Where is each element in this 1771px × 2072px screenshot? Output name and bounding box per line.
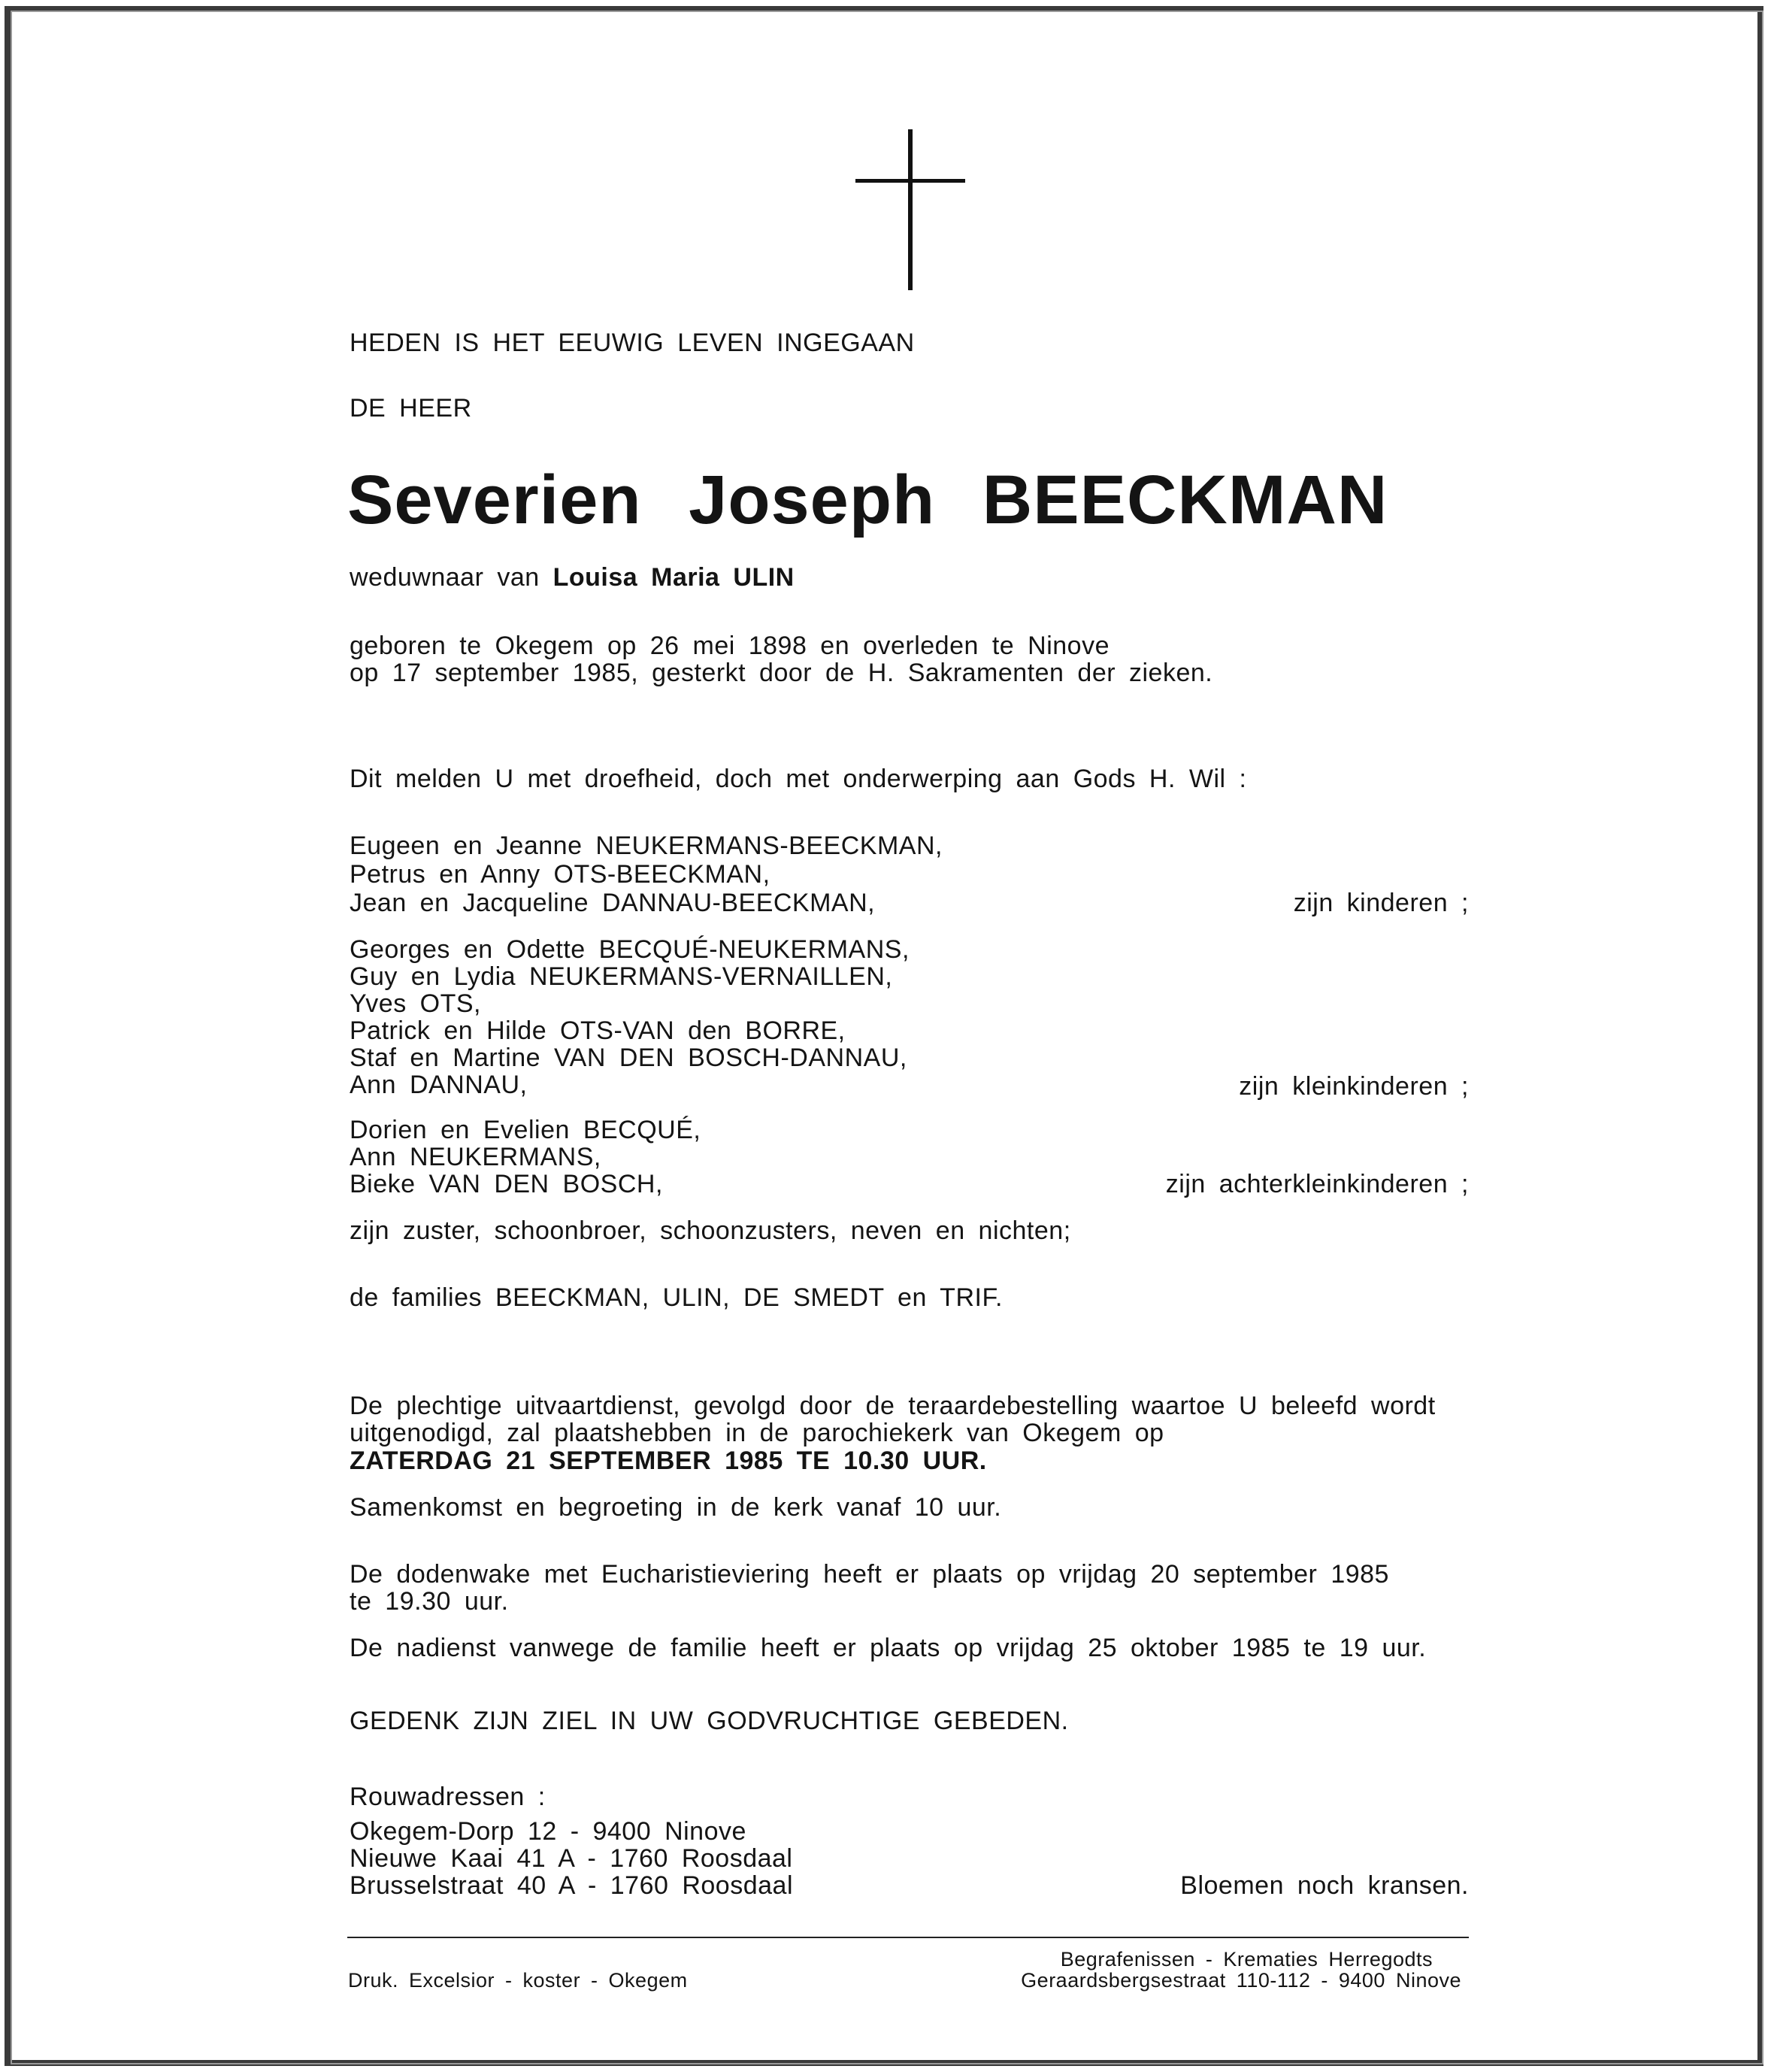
address-line: Okegem-Dorp 12 - 9400 Ninove (350, 1817, 746, 1846)
birth-line-1: geboren te Okegem op 26 mei 1898 en overleden te Ninove (350, 632, 1110, 660)
birth-line-2: op 17 september 1985, gesterkt door de H. Sakramenten der zieken. (350, 659, 1213, 687)
wake-line-1: De dodenwake met Eucharistieviering heeft er plaats op vrijdag 20 september 1985 (350, 1560, 1389, 1589)
deceased-name: Severien Joseph BEECKMAN (347, 462, 1388, 538)
flowers-note: Bloemen noch kransen. (1180, 1871, 1469, 1900)
great-grandchildren-label: zijn achterkleinkinderen ; (1165, 1170, 1469, 1198)
spouse-line (350, 560, 795, 595)
undertaker-line-1: Begrafenissen - Krematies Herregodts (1060, 1948, 1433, 1971)
service-date-time: ZATERDAG 21 SEPTEMBER 1985 TE 10.30 UUR. (350, 1446, 987, 1475)
service-line-1: De plechtige uitvaartdienst, gevolgd door de teraardebestelling waartoe U beleefd wordt (350, 1392, 1436, 1420)
printer-credit: Druk. Excelsior - koster - Okegem (348, 1969, 688, 1992)
relatives-line: zijn zuster, schoonbroer, schoonzusters, neven en nichten; (350, 1216, 1071, 1245)
grandchild-name: Patrick en Hilde OTS-VAN den BORRE, (350, 1016, 846, 1045)
undertaker-line-2: Geraardsbergsestraat 110-112 - 9400 Ninove (1021, 1969, 1461, 1992)
prayer-line: GEDENK ZIJN ZIEL IN UW GODVRUCHTIGE GEBEDEN. (350, 1707, 1069, 1735)
announcement: Dit melden U met droefheid, doch met onderwerping aan Gods H. Wil : (350, 765, 1247, 793)
child-name: Petrus en Anny OTS-BEECKMAN, (350, 860, 770, 889)
grandchild-name: Yves OTS, (350, 989, 481, 1018)
wake-line-2: te 19.30 uur. (350, 1587, 509, 1616)
grandchild-name: Ann DANNAU, (350, 1071, 528, 1099)
grandchild-name: Staf en Martine VAN DEN BOSCH-DANNAU, (350, 1044, 907, 1072)
child-name: Eugeen en Jeanne NEUKERMANS-BEECKMAN, (350, 832, 943, 860)
honorific: DE HEER (350, 394, 472, 423)
great-grandchild-name: Bieke VAN DEN BOSCH, (350, 1170, 663, 1198)
card-inner-border (11, 11, 1763, 2064)
child-name: Jean en Jacqueline DANNAU-BEECKMAN, (350, 889, 876, 917)
service-line-2: uitgenodigd, zal plaatshebben in de parochiekerk van Okegem op (350, 1419, 1164, 1447)
grandchild-name: Georges en Odette BECQUÉ-NEUKERMANS, (350, 935, 910, 964)
spouse-prefix: weduwnaar van (350, 563, 540, 592)
great-grandchild-name: Dorien en Evelien BECQUÉ, (350, 1116, 701, 1144)
great-grandchild-name: Ann NEUKERMANS, (350, 1143, 601, 1171)
families-line: de families BEECKMAN, ULIN, DE SMEDT en TRIF. (350, 1283, 1003, 1312)
spouse-name: Louisa Maria ULIN (552, 563, 795, 592)
address-line: Nieuwe Kaai 41 A - 1760 Roosdaal (350, 1844, 793, 1873)
grandchild-name: Guy en Lydia NEUKERMANS-VERNAILLEN, (350, 962, 893, 991)
gathering-line: Samenkomst en begroeting in de kerk vanaf 10 uur. (350, 1493, 1002, 1522)
addresses-label: Rouwadressen : (350, 1783, 546, 1811)
children-label: zijn kinderen ; (1293, 889, 1469, 917)
memorial-line: De nadienst vanwege de familie heeft er plaats op vrijdag 25 oktober 1985 te 19 uur. (350, 1634, 1427, 1662)
grandchildren-label: zijn kleinkinderen ; (1239, 1072, 1469, 1101)
address-line: Brusselstraat 40 A - 1760 Roosdaal (350, 1871, 793, 1900)
heading: HEDEN IS HET EEUWIG LEVEN INGEGAAN (350, 329, 915, 357)
footer-divider (347, 1937, 1469, 1938)
